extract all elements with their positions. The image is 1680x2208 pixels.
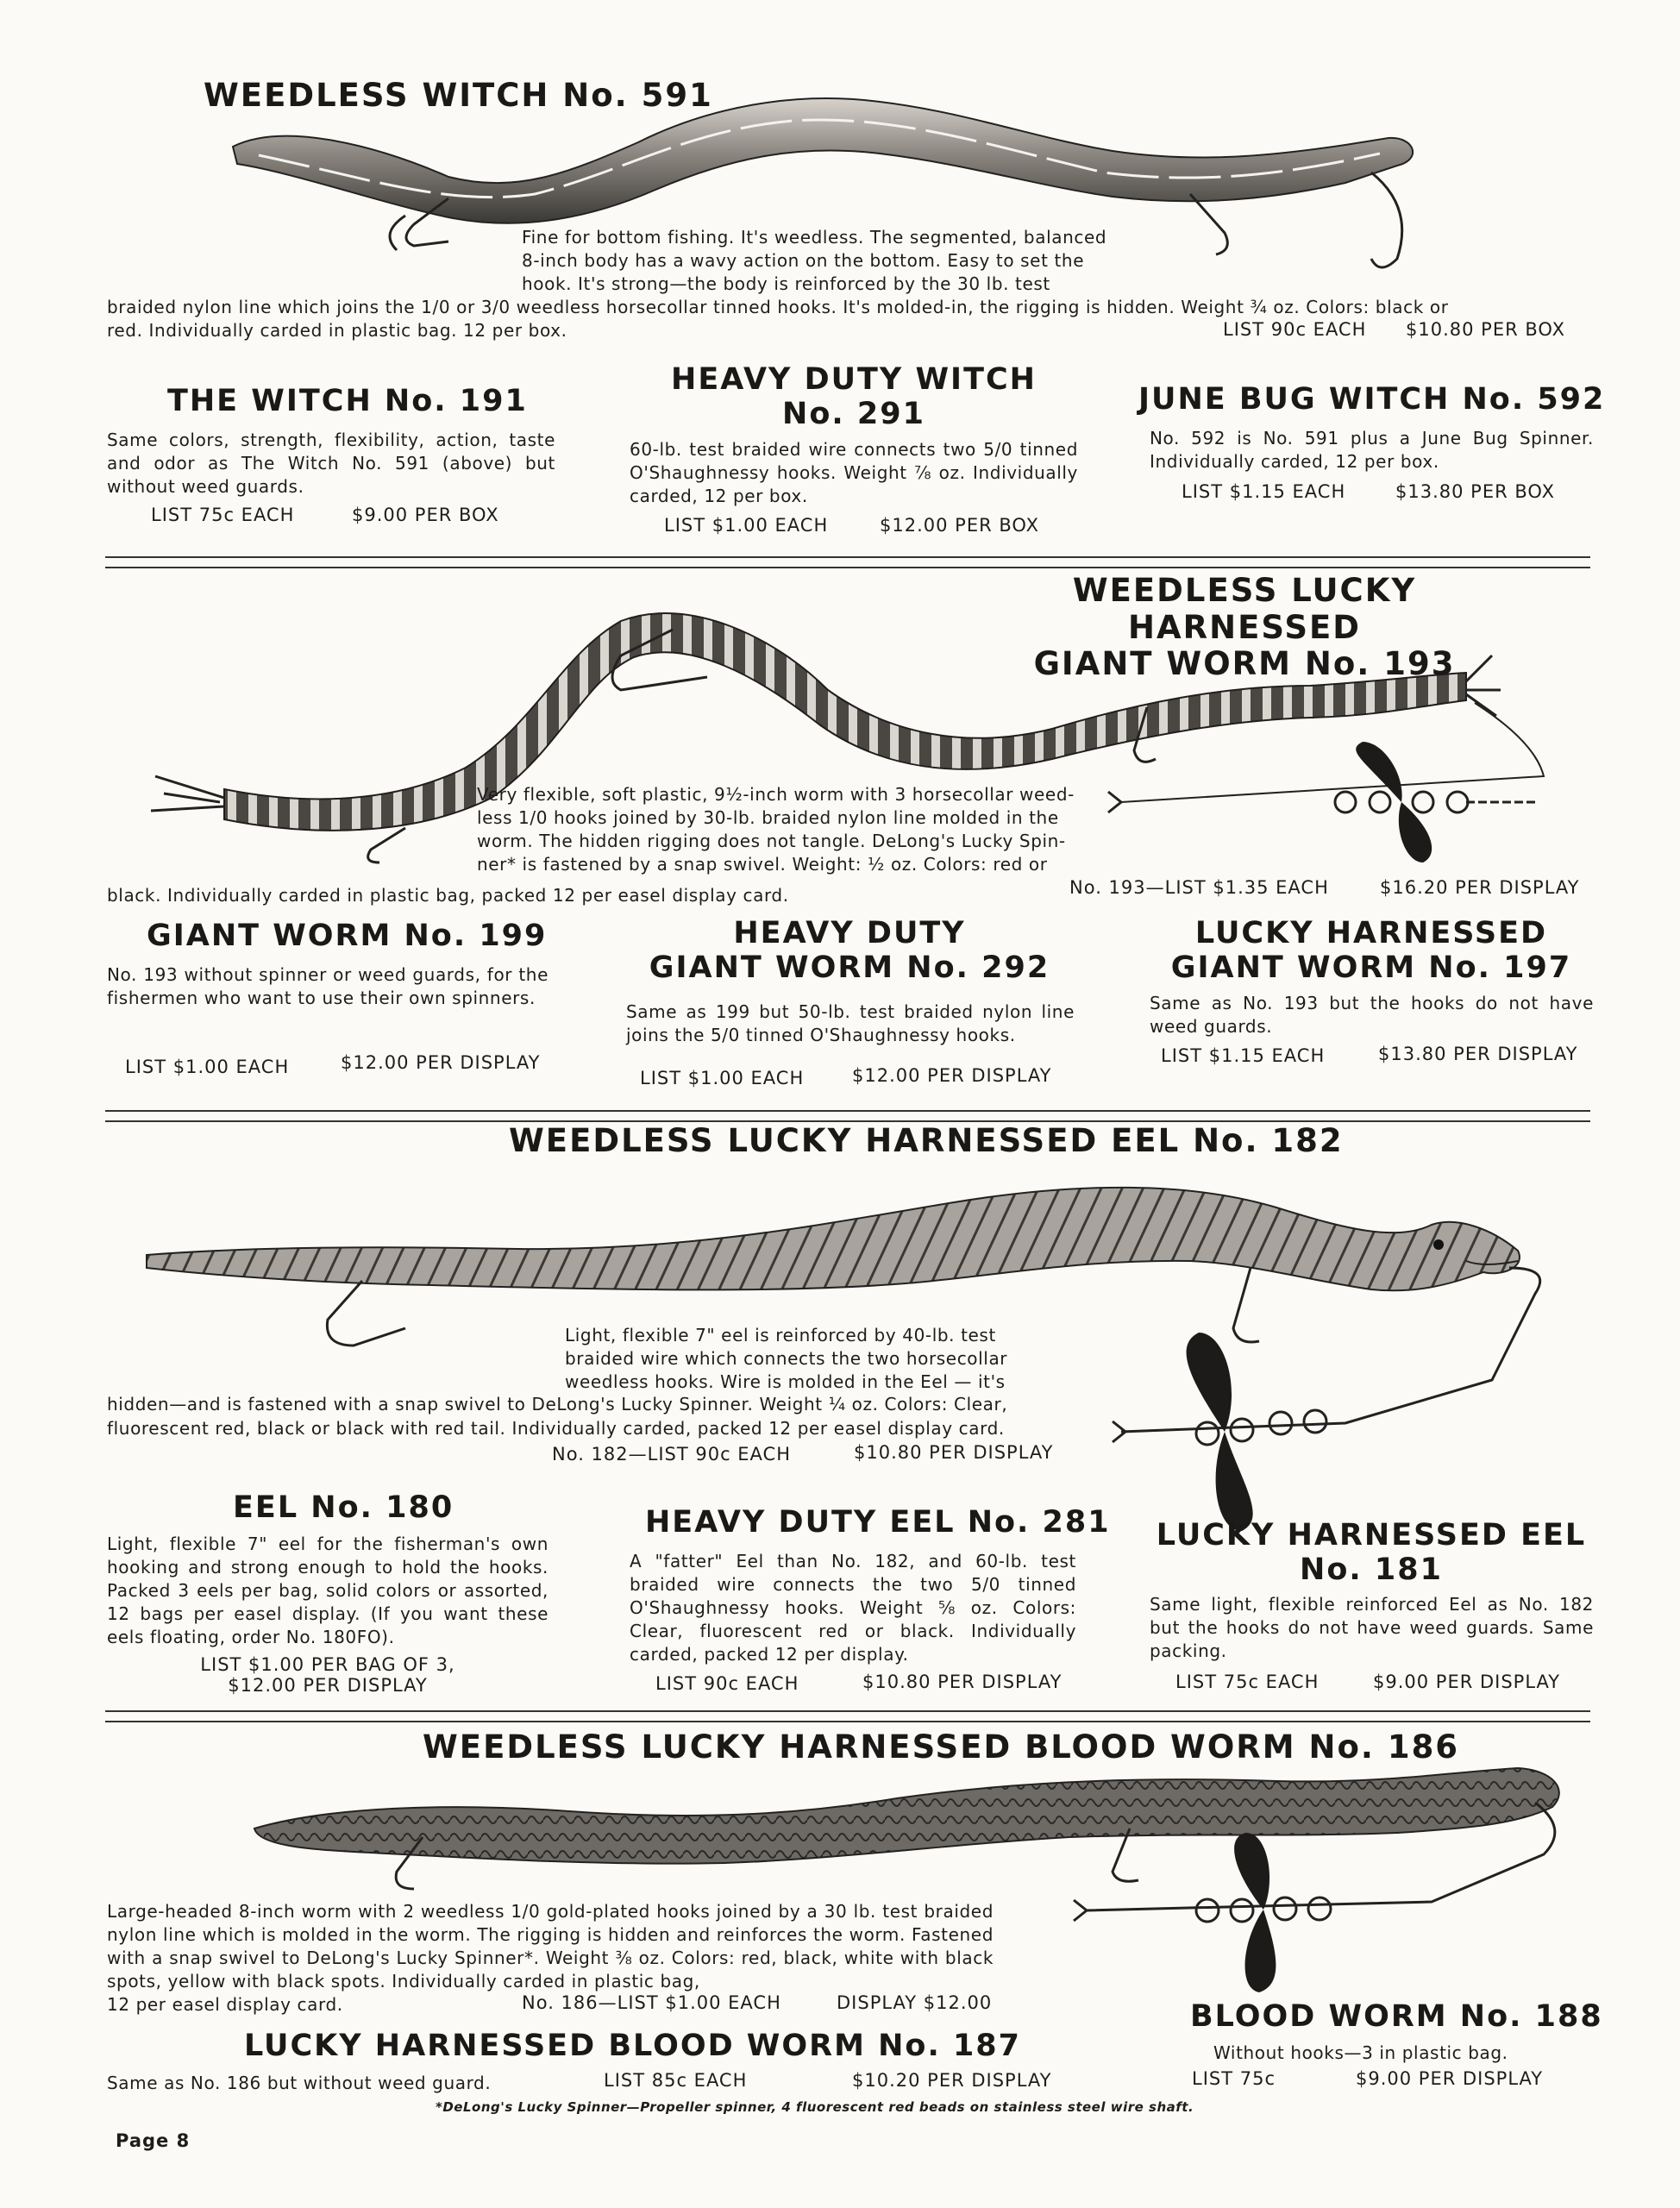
eel-281-description: A "fatter" Eel than No. 182, and 60-lb. test braided wire connects the two 5/0 tinned O'Shaughnessy hooks. Weight ⅝ oz. Colors: Clear, fluorescent red or black. Individually carded, packed 12 per display.	[630, 1551, 1076, 1665]
witch-591-price-box: $10.80 PER BOX	[1406, 319, 1565, 340]
giant-worm-193-desc-line-3: worm. The hidden rigging does not tangle. DeLong's Lucky Spin-	[477, 831, 1066, 851]
witch-592-price-each: LIST $1.15 EACH	[1182, 481, 1346, 502]
witch-191-price-box: $9.00 PER BOX	[352, 505, 499, 525]
blood-worm-188-price-display: $9.00 PER DISPLAY	[1356, 2068, 1544, 2089]
giant-worm-197-title-line-1: LUCKY HARNESSED	[1194, 916, 1548, 950]
giant-worm-197-price-display: $13.80 PER DISPLAY	[1378, 1044, 1578, 1064]
giant-worm-292-title	[621, 916, 1078, 986]
giant-worm-193-title-line-1: WEEDLESS LUCKY HARNESSED	[1072, 572, 1417, 646]
eel-181-price-display: $9.00 PER DISPLAY	[1373, 1672, 1561, 1692]
blood-worm-186-price-display: DISPLAY $12.00	[837, 1992, 993, 2013]
divider-3	[105, 1710, 1590, 1722]
witch-592-description: No. 592 is No. 591 plus a June Bug Spinner. Individually carded, 12 per box.	[1150, 428, 1594, 472]
giant-worm-193-description	[477, 783, 1098, 876]
giant-worm-199-title: GIANT WORM No. 199	[147, 919, 548, 953]
giant-worm-199-price-display: $12.00 PER DISPLAY	[341, 1052, 541, 1073]
witch-191-description: Same colors, strength, flexibility, action, taste and odor as The Witch No. 591 (above) but without weed guards.	[107, 430, 555, 497]
blood-worm-186-price-each: No. 186—LIST $1.00 EACH	[522, 1992, 781, 2013]
giant-worm-199-price-each: LIST $1.00 EACH	[125, 1057, 290, 1077]
giant-worm-292-description: Same as 199 but 50-lb. test braided nylon line joins the 5/0 tinned O'Shaughnessy hooks.	[626, 1001, 1075, 1045]
eel-181-title	[1147, 1518, 1595, 1588]
witch-591-desc-line-3: hook. It's strong—the body is reinforced by the 30 lb. test	[522, 273, 1050, 294]
witch-291-price-each: LIST $1.00 EACH	[664, 515, 829, 536]
witch-291-price-box: $12.00 PER BOX	[880, 515, 1039, 536]
witch-591-description-top	[522, 226, 1151, 296]
witch-591-desc-line-2: 8-inch body has a wavy action on the bottom. Easy to set the	[522, 250, 1085, 271]
blood-worm-187-price-display: $10.20 PER DISPLAY	[852, 2070, 1052, 2091]
giant-worm-193-title-line-2: GIANT WORM No. 193	[1033, 645, 1456, 683]
blood-worm-187-price-each: LIST 85c EACH	[604, 2070, 748, 2091]
blood-worm-188-price-each: LIST 75c	[1192, 2068, 1276, 2089]
eel-180-price-line-1: LIST $1.00 PER BAG OF 3,	[200, 1654, 455, 1675]
eel-181-title-line-1: LUCKY HARNESSED EEL	[1156, 1518, 1587, 1552]
giant-worm-193-price-each: No. 193—LIST $1.35 EACH	[1069, 877, 1329, 898]
blood-worm-187-description: Same as No. 186 but without weed guard.	[107, 2073, 492, 2093]
witch-191-title: THE WITCH No. 191	[167, 384, 528, 418]
eel-182-description	[565, 1324, 1061, 1394]
giant-worm-199-description: No. 193 without spinner or weed guards, for the fishermen who want to use their own spinners.	[107, 964, 549, 1008]
divider-2	[105, 1110, 1590, 1122]
witch-591-desc-line-5: red. Individually carded in plastic bag. 12 per box.	[107, 320, 567, 341]
eel-182-title: WEEDLESS LUCKY HARNESSED EEL No. 182	[509, 1122, 1344, 1159]
eel-182-desc-line-2: braided wire which connects the two horsecollar	[565, 1348, 1008, 1369]
blood-worm-186-description: Large-headed 8-inch worm with 2 weedless 1/0 gold-plated hooks joined by a 30 lb. test braided nylon line which is molded in the worm. The rigging is hidden and reinforces the worm. Fastened with a snap swivel to DeLong's Lucky Spinner*. Weight ⅜ oz. Colors: red, black, white with black spots, yellow with black spots. Individually carded in plastic bag,	[107, 1901, 994, 1992]
divider-1	[105, 556, 1590, 568]
witch-291-description: 60-lb. test braided wire connects two 5/0 tinned O'Shaughnessy hooks. Weight ⅞ oz. Individually carded, 12 per box.	[630, 439, 1078, 506]
blood-worm-187-title: LUCKY HARNESSED BLOOD WORM No. 187	[244, 2029, 1022, 2063]
eel-182-desc-line-3: weedless hooks. Wire is molded in the Eel — it's	[565, 1371, 1006, 1392]
eel-182-price-each: No. 182—LIST 90c EACH	[552, 1444, 792, 1465]
witch-591-price-each: LIST 90c EACH	[1223, 319, 1367, 340]
giant-worm-197-price-each: LIST $1.15 EACH	[1161, 1045, 1326, 1066]
eel-281-price-display: $10.80 PER DISPLAY	[862, 1672, 1063, 1692]
witch-592-price-box: $13.80 PER BOX	[1395, 481, 1555, 502]
eel-180-price	[107, 1654, 549, 1696]
page-number: Page 8	[116, 2130, 191, 2151]
witch-291-title	[630, 362, 1078, 432]
giant-worm-193-desc-line-2: less 1/0 hooks joined by 30-lb. braided nylon line molded in the	[477, 807, 1059, 828]
eel-180-title: EEL No. 180	[233, 1490, 454, 1525]
eel-182-desc-line-1: Light, flexible 7" eel is reinforced by 40-lb. test	[565, 1325, 996, 1346]
giant-worm-292-title-line-2: GIANT WORM No. 292	[649, 950, 1050, 986]
eel-181-description: Same light, flexible reinforced Eel as No. 182 but the hooks do not have weed guards. Same packing.	[1150, 1594, 1594, 1661]
witch-591-desc-line-4: braided nylon line which joins the 1/0 or 3/0 weedless horsecollar tinned hooks. It's molded-in, the rigging is hidden. Weight ¾ oz. Colors: black or	[107, 297, 1449, 317]
witch-191-price-each: LIST 75c EACH	[151, 505, 295, 525]
blood-worm-188-description: Without hooks—3 in plastic bag.	[1213, 2042, 1508, 2063]
giant-worm-193-desc-line-1: Very flexible, soft plastic, 9½-inch worm with 3 horsecollar weed-	[477, 784, 1075, 805]
spinner-footnote: *DeLong's Lucky Spinner—Propeller spinner, 4 fluorescent red beads on stainless steel wire shaft.	[436, 2099, 1194, 2115]
eel-180-description: Light, flexible 7" eel for the fisherman's own hooking and strong enough to hold the hooks. Packed 3 eels per bag, solid colors or assorted, 12 bags per easel display. (If you want these eels floating, order No. 180FO).	[107, 1534, 549, 1647]
eel-180-price-line-2: $12.00 PER DISPLAY	[228, 1675, 428, 1696]
blood-worm-186-desc-last-line: 12 per easel display card.	[107, 1994, 343, 2015]
giant-worm-193-title	[1003, 573, 1486, 683]
eel-182-desc-line-5: fluorescent red, black or black with red tail. Individually carded, packed 12 per easel display card.	[107, 1418, 1005, 1439]
giant-worm-197-description: Same as No. 193 but the hooks do not have weed guards.	[1150, 993, 1594, 1037]
giant-worm-292-price-each: LIST $1.00 EACH	[640, 1068, 805, 1088]
eel-281-title: HEAVY DUTY EEL No. 281	[645, 1505, 1111, 1540]
giant-worm-193-desc-line-4: ner* is fastened by a snap swivel. Weight: ½ oz. Colors: red or	[477, 854, 1048, 875]
giant-worm-292-title-line-1: HEAVY DUTY	[733, 916, 966, 950]
eel-182-desc-line-4: hidden—and is fastened with a snap swivel to DeLong's Lucky Spinner. Weight ¼ oz. Colors: Clear,	[107, 1394, 1008, 1414]
giant-worm-197-title	[1147, 916, 1595, 986]
witch-591-desc-line-1: Fine for bottom fishing. It's weedless. The segmented, balanced	[522, 227, 1107, 248]
witch-291-title-line-2: No. 291	[782, 397, 925, 432]
eel-281-price-each: LIST 90c EACH	[655, 1673, 799, 1694]
giant-worm-292-price-display: $12.00 PER DISPLAY	[852, 1065, 1052, 1086]
giant-worm-197-title-line-2: GIANT WORM No. 197	[1170, 950, 1572, 986]
witch-591-title: WEEDLESS WITCH No. 591	[204, 77, 713, 114]
blood-worm-188-title: BLOOD WORM No. 188	[1190, 1999, 1603, 2034]
witch-291-title-line-1: HEAVY DUTY WITCH	[671, 362, 1037, 397]
giant-worm-193-price-display: $16.20 PER DISPLAY	[1380, 877, 1580, 898]
eel-182-price-display: $10.80 PER DISPLAY	[854, 1442, 1054, 1463]
eel-181-price-each: LIST 75c EACH	[1175, 1672, 1320, 1692]
eel-181-title-line-2: No. 181	[1300, 1552, 1443, 1588]
giant-worm-193-desc-line-5: black. Individually carded in plastic bag, packed 12 per easel display card.	[107, 885, 789, 906]
blood-worm-186-title: WEEDLESS LUCKY HARNESSED BLOOD WORM No. 186	[423, 1728, 1460, 1766]
witch-592-title: JUNE BUG WITCH No. 592	[1138, 382, 1606, 417]
